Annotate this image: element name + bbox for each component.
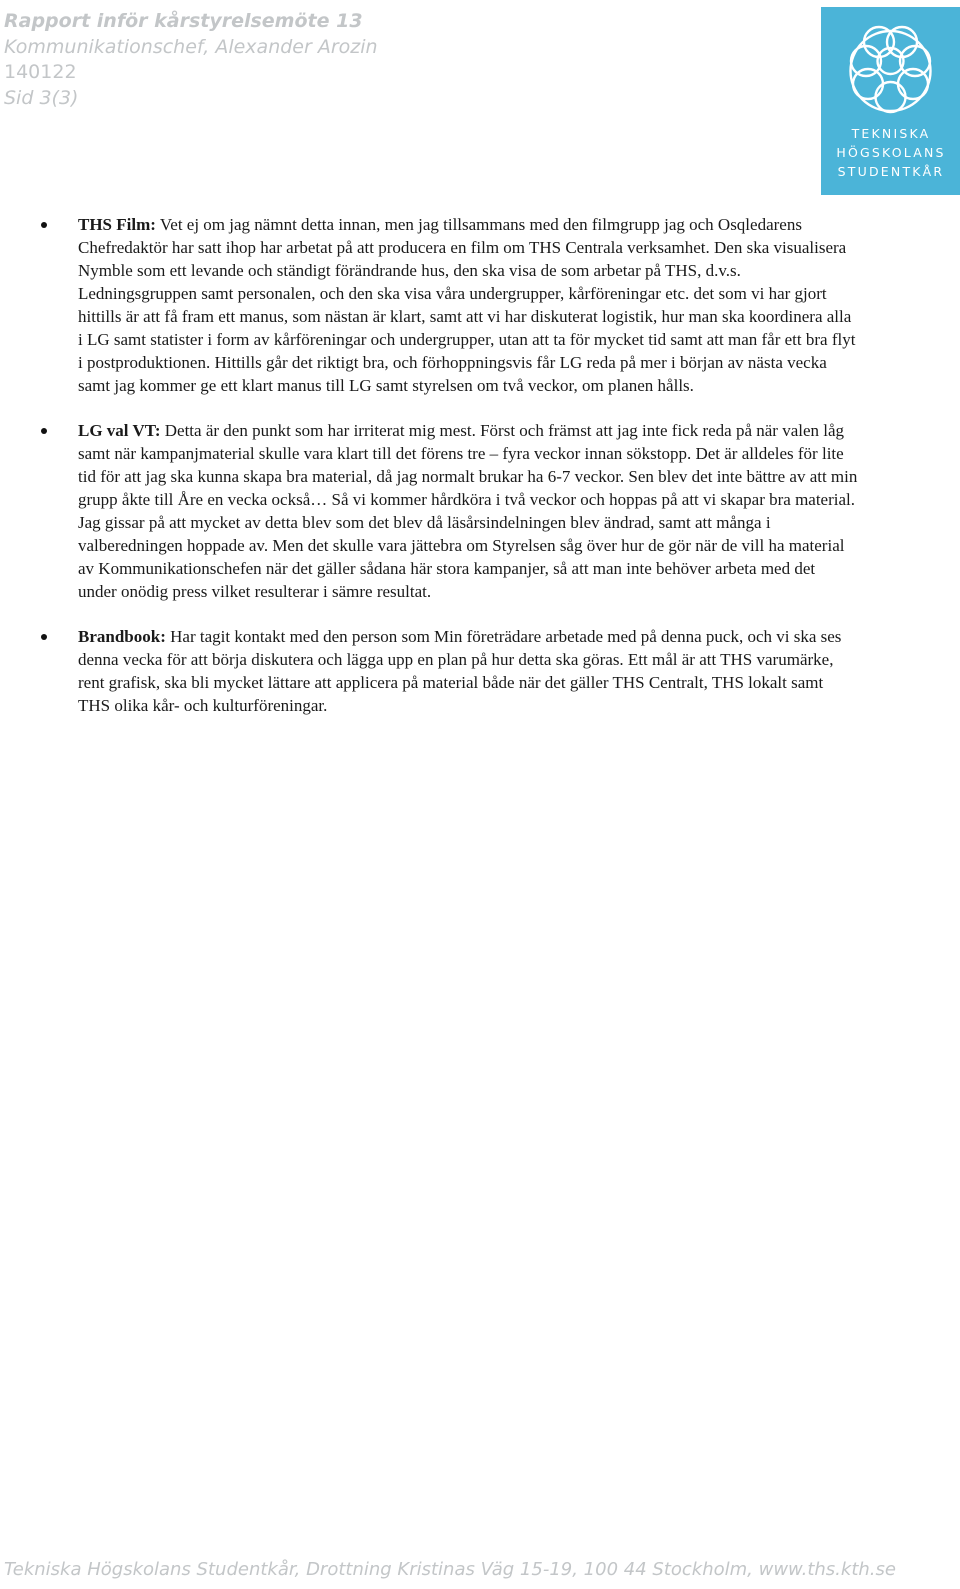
item-label: LG val VT:: [78, 421, 161, 440]
ths-logo: [821, 7, 960, 195]
logo-text-line1: TEKNISKA: [851, 126, 931, 141]
item-text: Har tagit kontakt med den person som Min företrädare arbetade med på denna puck, och vi ska ses denna vecka för att börja diskutera och lägga upp en plan på hur detta ska göras. Ett mål är att THS varumärke, rent grafisk, ska bli mycket lättare att applicera på material både när det gäller THS Centralt, THS lokalt samt THS olika kår- och kulturföreningar.: [78, 627, 842, 715]
bullet-icon: [41, 428, 47, 434]
report-author: Kommunikationschef, Alexander Arozin: [4, 35, 378, 58]
bullet-icon: [41, 634, 47, 640]
report-title: Rapport inför kårstyrelsemöte 13: [4, 10, 363, 32]
rings-emblem-icon: [821, 7, 960, 195]
list-item: [78, 625, 858, 717]
bullet-icon: [41, 222, 47, 228]
item-label: Brandbook:: [78, 627, 166, 646]
item-text: Detta är den punkt som har irriterat mig mest. Först och främst att jag inte fick reda på när valen låg samt när kampanjmaterial skulle vara klart till det förens tre – fyra veckor innan sökstopp. Det är alldeles för lite tid för att jag ska kunna skapa bra material, då jag normalt brukar ha 6-7 veckor. Sen blev det inte bättre av att min grupp åkte till Åre en vecka också… Så vi kommer hårdköra i två veckor och hoppas på att vi skapar bra material. Jag gissar på att mycket av detta blev som det blev då läsårsindelningen blev ändrad, samt att många i valberedningen hoppade av. Men det skulle vara jättebra om Styrelsen såg över hur de gör när de vill ha material av Kommunikationschefen när det gäller sådana här stora kampanjer, så att man inte behöver arbeta med det under onödig press vilket resulterar i sämre resultat.: [78, 421, 858, 601]
document-header: [4, 9, 378, 111]
item-label: THS Film:: [78, 215, 156, 234]
list-item: [78, 213, 858, 397]
logo-text-line2: HÖGSKOLANS: [836, 145, 946, 160]
logo-text-line3: STUDENTKÅR: [837, 164, 945, 179]
report-body: [78, 213, 858, 739]
item-text: Vet ej om jag nämnt detta innan, men jag tillsammans med den filmgrupp jag och Osqledarens Chefredaktör har satt ihop har arbetat på att producera en film om THS Centrala verksamhet. Den ska visualisera Nymble som ett levande och ständigt förändrande hus, den ska visa de som arbetar på THS, d.v.s. Ledningsgruppen samt personalen, och den ska visa våra undergrupper, kårföreningar etc. det som vi har gjort hittills är att få fram ett manus, som nästan är klart, samt att vi har diskuterat logistik, hur man ska koordinera alla i LG samt statister i form av kårföreningar och undergrupper, utan att ta för mycket tid samt att man får ett bra flyt i postproduktionen. Hittills går det riktigt bra, och förhoppningsvis får LG reda på mer i början av nästa vecka samt jag kommer ge ett klart manus till LG samt styrelsen om två veckor, om planen hålls.: [78, 215, 856, 395]
document-footer: Tekniska Högskolans Studentkår, Drottning Kristinas Väg 15-19, 100 44 Stockholm, www.ths.kth.se: [4, 1559, 896, 1580]
list-item: [78, 419, 858, 603]
page-number: Sid 3(3): [4, 86, 79, 109]
report-date: 140122: [4, 61, 77, 83]
